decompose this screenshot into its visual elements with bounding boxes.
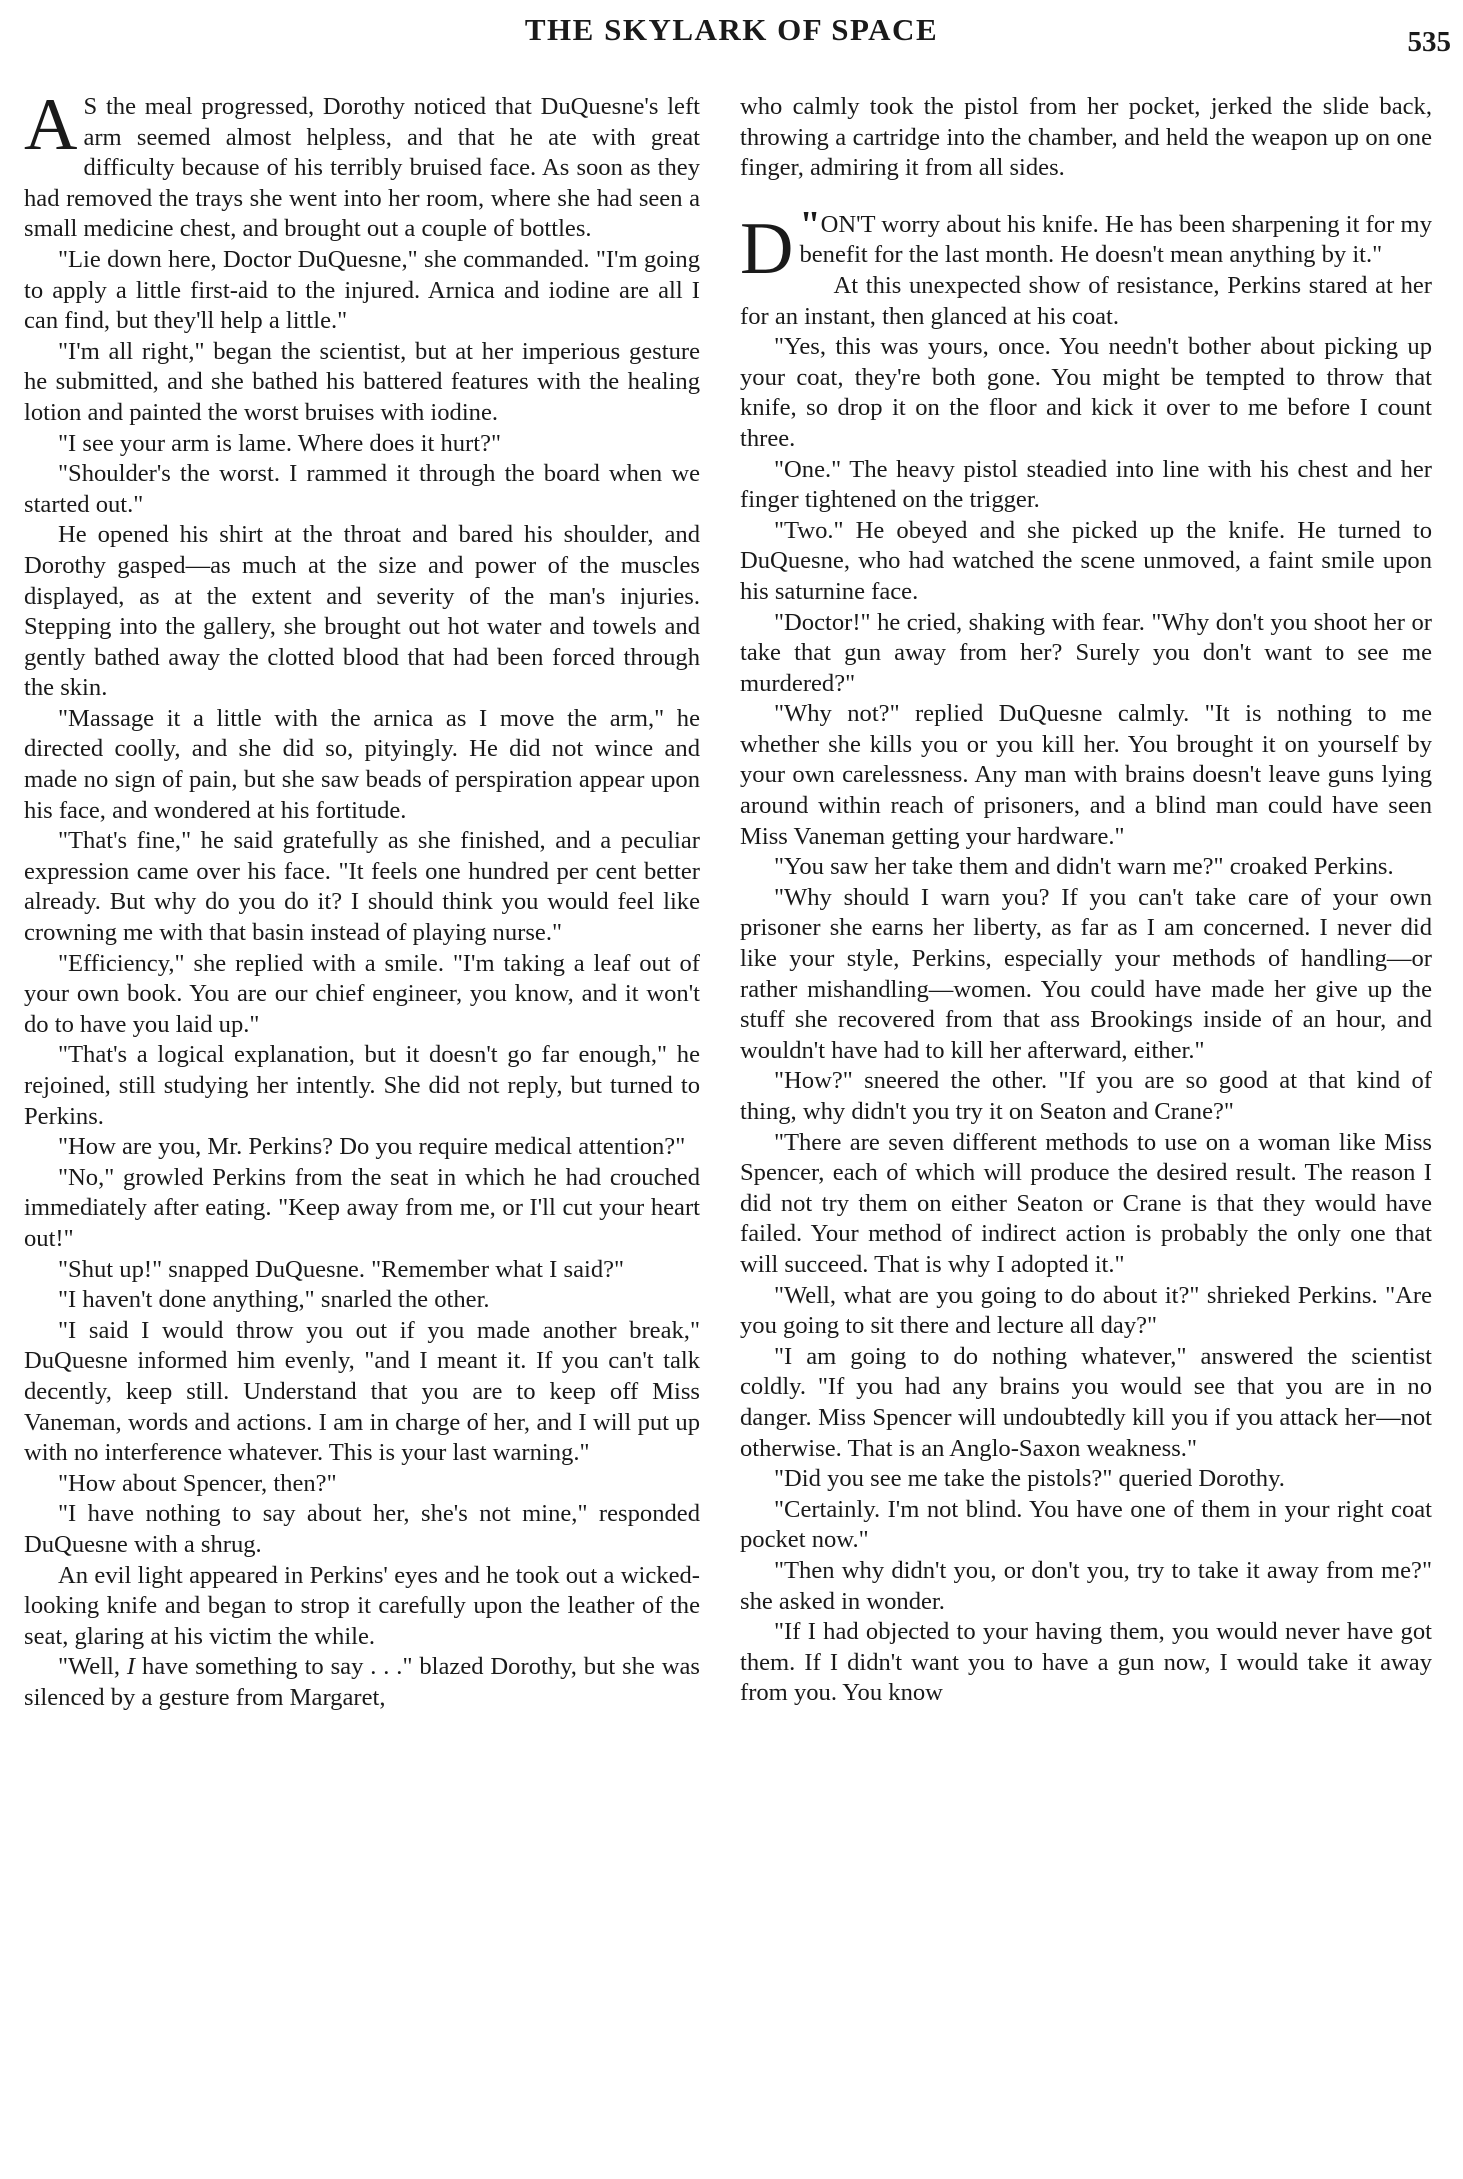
drop-cap: A: [24, 84, 78, 166]
paragraph: "Well, what are you going to do about it?" shrieked Perkins. "Are you going to sit there and lecture all day?": [740, 1281, 1432, 1340]
paragraph: "No," growled Perkins from the seat in which he had crouched immediately after eating. "Keep away from me, or I'll cut your heart out!": [24, 1163, 700, 1252]
paragraph: "Then why didn't you, or don't you, try to take it away from me?" she asked in wonder.: [740, 1556, 1432, 1615]
open-quote: ": [799, 203, 821, 246]
paragraph: "Shut up!" snapped DuQuesne. "Remember what I said?": [58, 1255, 625, 1283]
paragraph: "If I had objected to your having them, you would never have got them. If I didn't want you to have a gun now, I would take it away from you. You know: [740, 1618, 1432, 1707]
paragraph: who calmly took the pistol from her pocket, jerked the slide back, throwing a cartridge into the chamber, and held the weapon up on one finger, admiring it from all sides.: [740, 93, 1432, 182]
left-column: [24, 84, 700, 1713]
paragraph: "I said I would throw you out if you made another break," DuQuesne informed him evenly, "and I meant it. If you can't talk decently, keep still. Understand that you are to keep off Miss Vaneman, words and actions. I am in charge of her, and I will put up with no interference whatever. This is your last warning.": [24, 1316, 700, 1467]
paragraph: "That's a logical explanation, but it doesn't go far enough," he rejoined, still studying her intently. She did not reply, but turned to Perkins.: [24, 1041, 700, 1130]
paragraph: He opened his shirt at the throat and bared his shoulder, and Dorothy gasped—as much at the size and power of the muscles displayed, as at the extent and severity of the man's injuries. Stepping into the gallery, she brought out hot water and towels and gently bathed away the clotted blood that had been forced through the skin.: [24, 521, 700, 702]
paragraph: "Yes, this was yours, once. You needn't bother about picking up your coat, they're both gone. You might be tempted to throw that knife, so drop it on the floor and kick it over to me before I count three.: [740, 333, 1432, 452]
paragraph: "Massage it a little with the arnica as I move the arm," he directed coolly, and she did so, pityingly. He did not wince and made no sign of pain, but she saw beads of perspiration appear upon his face, and wondered at his fortitude.: [24, 704, 700, 824]
paragraph: "Lie down here, Doctor DuQuesne," she commanded. "I'm going to apply a little first-aid to the injured. Arnica and iodine are all I can find, but they'll help a little.": [24, 245, 700, 335]
paragraph: "I haven't done anything," snarled the other.: [58, 1286, 490, 1314]
paragraph: "I see your arm is lame. Where does it hurt?": [58, 429, 502, 457]
paragraph: "You saw her take them and didn't warn me?" croaked Perkins.: [774, 853, 1394, 881]
paragraph: "Why not?" replied DuQuesne calmly. "It is nothing to me whether she kills you or you kill her. You brought it on yourself by your own carelessness. Any man with brains doesn't leave guns lying around within reach of prisoners, and a blind man could have seen Miss Vaneman getting your hardware.": [740, 700, 1432, 850]
paragraph: An evil light appeared in Perkins' eyes and he took out a wicked-looking knife and began to strop it carefully upon the leather of the seat, glaring at his victim the while.: [24, 1561, 700, 1650]
paragraph: "Doctor!" he cried, shaking with fear. "Why don't you shoot her or take that gun away from her? Surely you don't want to see me murdered?": [740, 608, 1432, 697]
paragraph: "One." The heavy pistol steadied into line with his chest and her finger tightened on the trigger.: [740, 455, 1432, 514]
paragraph-text: S the meal progressed, Dorothy noticed that DuQuesne's left arm seemed almost helpless, and that he ate with great difficulty because of his terribly bruised face. As soon as they had removed the trays she went into her room, where she had seen a small medicine chest, and brought out a couple of bottles.: [24, 93, 700, 243]
paragraph: [24, 84, 700, 245]
paragraph: "How are you, Mr. Perkins? Do you require medical attention?": [58, 1133, 686, 1161]
text-run: "Well,: [58, 1653, 127, 1681]
paragraph: "There are seven different methods to use on a woman like Miss Spencer, each of which will produce the desired result. The reason I did not try them on either Seaton or Crane is that they would have failed. Your method of indirect action is probably the only one that will succeed. That is why I adopted it.": [740, 1128, 1432, 1278]
section-break: [740, 184, 1432, 210]
paragraph: "Why should I warn you? If you can't take care of your own prisoner she earns her liberty, as far as I am concerned. I never did like your style, Perkins, especially your methods of handling—or rather mishandling—women. You could have made her give up the stuff she recovered from that ass Brookings inside of an hour, and wouldn't have had to kill her afterward, either.": [740, 883, 1432, 1064]
text-run: have something to say . . ." blazed Dorothy, but she was silenced by a gesture from Margaret,: [24, 1653, 700, 1711]
paragraph: "I have nothing to say about her, she's not mine," responded DuQuesne with a shrug.: [24, 1500, 700, 1558]
paragraph: "Certainly. I'm not blind. You have one of them in your right coat pocket now.": [740, 1495, 1432, 1554]
paragraph-text: ON'T worry about his knife. He has been sharpening it for my benefit for the last month. He doesn't mean anything by it.": [799, 210, 1432, 269]
paragraph: "How?" sneered the other. "If you are so good at that kind of thing, why didn't you try it on Seaton and Crane?": [740, 1067, 1432, 1125]
paragraph: "How about Spencer, then?": [58, 1469, 337, 1497]
paragraph: "Did you see me take the pistols?" queried Dorothy.: [774, 1465, 1285, 1493]
paragraph: [24, 1652, 700, 1713]
paragraph: "That's fine," he said gratefully as she finished, and a peculiar expression came over his face. "It feels one hundred per cent better already. But why do you do it? I should think you would feel like crowning me with that basin instead of playing nurse.": [24, 827, 700, 947]
italic-run: I: [126, 1653, 136, 1681]
running-title: THE SKYLARK OF SPACE: [524, 12, 939, 47]
paragraph: "I am going to do nothing whatever," answered the scientist coldly. "If you had any brains you would see that you are in no danger. Miss Spencer will undoubtedly kill you if you attack her—not otherwise. That is an Anglo-Saxon weakness.": [740, 1342, 1432, 1462]
paragraph: At this unexpected show of resistance, Perkins stared at her for an instant, then glanced at his coat.: [740, 271, 1432, 330]
drop-cap: D: [740, 207, 794, 290]
page-number: 535: [1407, 26, 1451, 58]
paragraph: "Efficiency," she replied with a smile. "I'm taking a leaf out of your own book. You are our chief engineer, you know, and it won't do to have you laid up.": [24, 949, 700, 1038]
paragraph: "Two." He obeyed and she picked up the knife. He turned to DuQuesne, who had watched the scene unmoved, a faint smile upon his saturnine face.: [740, 516, 1432, 605]
paragraph: "Shoulder's the worst. I rammed it through the board when we started out.": [24, 460, 700, 518]
page-header: [0, 12, 1463, 62]
paragraph: [740, 203, 1432, 290]
paragraph: "I'm all right," began the scientist, but at her imperious gesture he submitted, and she bathed his battered features with the healing lotion and painted the worst bruises with iodine.: [24, 337, 700, 426]
right-column: [740, 92, 1432, 1709]
